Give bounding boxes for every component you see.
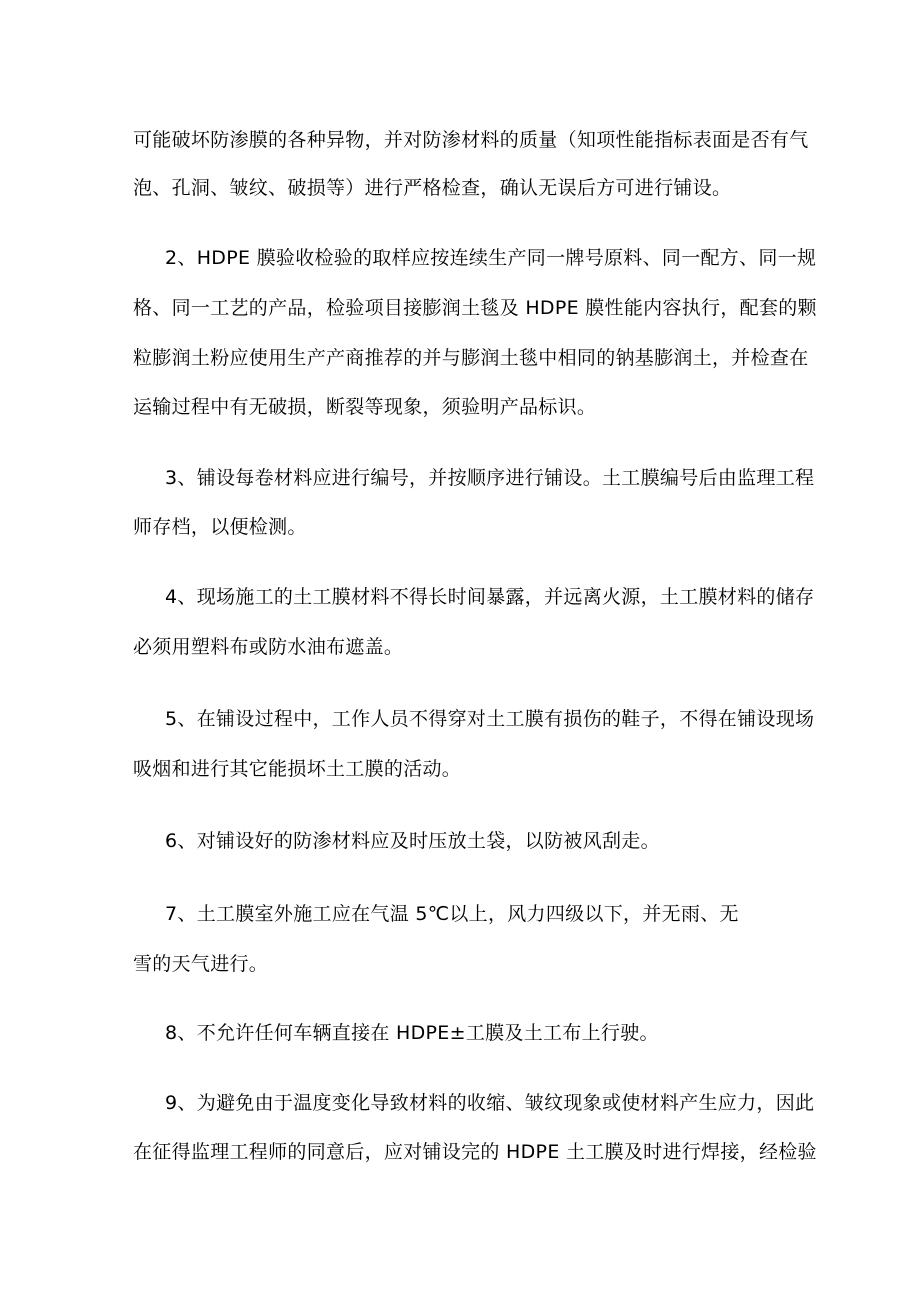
paragraph-4-line-1: 4、现场施工的土工膜材料不得长时间暴露，并远离火源，土工膜材料的储存 (165, 586, 815, 608)
paragraph-2-line-2: 格、同一工艺的产品，检验项目接膨润土毯及 HDPE 膜性能内容执行，配套的颗 (133, 297, 817, 319)
paragraph-1-line-1: 可能破坏防渗膜的各种异物，并对防渗材料的质量（知项性能指标表面是否有气 (133, 129, 809, 151)
paragraph-3-line-2: 师存档，以便检测。 (133, 516, 307, 538)
paragraph-9-line-2: 在征得监理工程师的同意后，应对铺设完的 HDPE 土工膜及时进行焊接，经检验 (133, 1141, 817, 1163)
paragraph-4-line-2: 必须用塑料布或防水油布遮盖。 (133, 636, 404, 658)
paragraph-2-line-3: 粒膨润土粉应使用生产产商推荐的并与膨润土毯中相同的钠基膨润土，并检查在 (133, 347, 809, 369)
paragraph-3-line-1: 3、铺设每卷材料应进行编号，并按顺序进行铺设。土工膜编号后由监理工程 (165, 467, 815, 489)
paragraph-8-line-1: 8、不允许任何车辆直接在 HDPE±工膜及土工布上行驶。 (165, 1022, 659, 1044)
paragraph-7-line-1: 7、土工膜室外施工应在气温 5℃以上，风力四级以下，并无雨、无 (165, 903, 739, 925)
paragraph-5-line-1: 5、在铺设过程中，工作人员不得穿对土工膜有损伤的鞋子，不得在铺设现场 (165, 708, 815, 730)
paragraph-5-line-2: 吸烟和进行其它能损坏土工膜的活动。 (133, 758, 462, 780)
paragraph-7-line-2: 雪的天气进行。 (133, 953, 269, 975)
paragraph-6-line-1: 6、对铺设好的防渗材料应及时压放土袋，以防被风刮走。 (165, 830, 660, 852)
paragraph-9-line-1: 9、为避免由于温度变化导致材料的收缩、皱纹现象或使材料产生应力，因此 (165, 1092, 815, 1114)
paragraph-2-line-4: 运输过程中有无破损，断裂等现象，须验明产品标识。 (133, 396, 597, 418)
paragraph-2-line-1: 2、HDPE 膜验收检验的取样应按连续生产同一牌号原料、同一配方、同一规 (165, 247, 817, 269)
paragraph-1-line-2: 泡、孔洞、皱纹、破损等）进行严格检查，确认无误后方可进行铺设。 (133, 177, 732, 199)
